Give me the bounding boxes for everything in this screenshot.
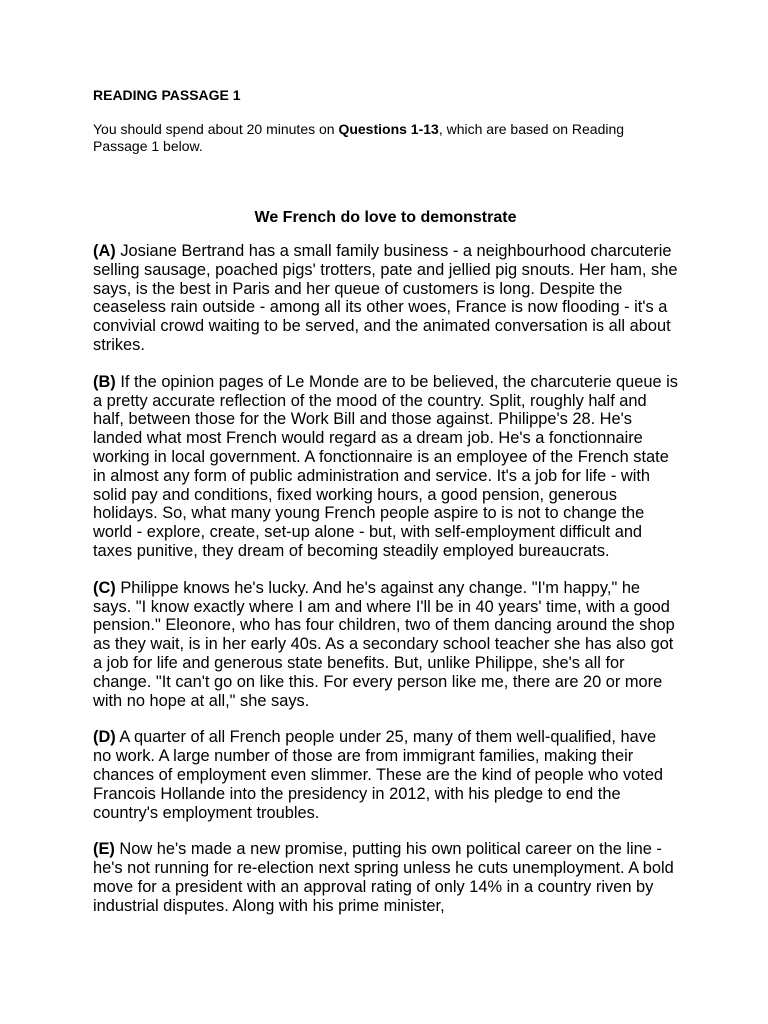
paragraph-e [93, 840, 678, 915]
paragraph-letter: (B) [93, 372, 116, 391]
paragraph-letter: (E) [93, 840, 115, 859]
paragraph-letter: (D) [93, 728, 116, 747]
paragraph-b [93, 373, 678, 561]
paragraph-d [93, 728, 678, 822]
paragraph-text: Philippe knows he's lucky. And he's against any change. "I'm happy," he says. "I know exactly where I am and where I'll be in 40 years' time, with a good pension." Eleonore, who has four children, two of them dancing around the shop as they wait, is in her early 40s. As a secondary school teacher she has also got a job for life and generous state benefits. But, unlike Philippe, she's all for change. "It can't go on like this. For every person like me, there are 20 or more with no hope at all," she says. [93, 578, 675, 710]
paragraph-text: Josiane Bertrand has a small family business - a neighbourhood charcuterie selling sausage, poached pigs' trotters, pate and jellied pig snouts. Her ham, she says, is the best in Paris and her queue of customers is long. Despite the ceaseless rain outside - among all its other woes, France is now flooding - it's a convivial crowd waiting to be served, and the animated conversation is all about strikes. [93, 242, 678, 354]
instructions-questions-range: Questions 1-13 [338, 121, 439, 137]
instructions-after: , which are based on Reading Passage 1 below. [93, 121, 625, 154]
instructions-text [93, 121, 678, 155]
paragraph-letter: (C) [93, 578, 116, 597]
paragraph-c [93, 579, 678, 711]
paragraph-text: If the opinion pages of Le Monde are to be believed, the charcuterie queue is a pretty accurate reflection of the mood of the country. Split, roughly half and half, between those for the Work Bill and those against. Philippe's 28. He's landed what most French would regard as a dream job. He's a fonctionnaire working in local government. A fonctionnaire is an employee of the French state in almost any form of public administration and service. It's a job for life - with solid pay and conditions, fixed working hours, a good pension, generous holidays. So, what many young French people aspire to is not to change the world - explore, create, set-up alone - but, with self-employment difficult and taxes punitive, they dream of becoming steadily employed bureaucrats. [93, 372, 678, 560]
paragraph-a [93, 242, 678, 355]
instructions-before: You should spend about 20 minutes on [93, 121, 339, 137]
paragraph-text: A quarter of all French people under 25, many of them well-qualified, have no work. A large number of those are from immigrant families, making their chances of employment even slimmer. These are the kind of people who voted Francois Hollande into the presidency in 2012, with his pledge to end the country's employment troubles. [93, 728, 664, 822]
section-heading: READING PASSAGE 1 [93, 87, 241, 103]
passage-title: We French do love to demonstrate [254, 209, 517, 226]
paragraph-text: Now he's made a new promise, putting his own political career on the line - he's not running for re-election next spring unless he cuts unemployment. A bold move for a president with an approval rating of only 14% in a country riven by industrial disputes. Along with his prime minister, [93, 840, 674, 915]
document-page [93, 86, 678, 916]
paragraph-letter: (A) [93, 242, 116, 260]
